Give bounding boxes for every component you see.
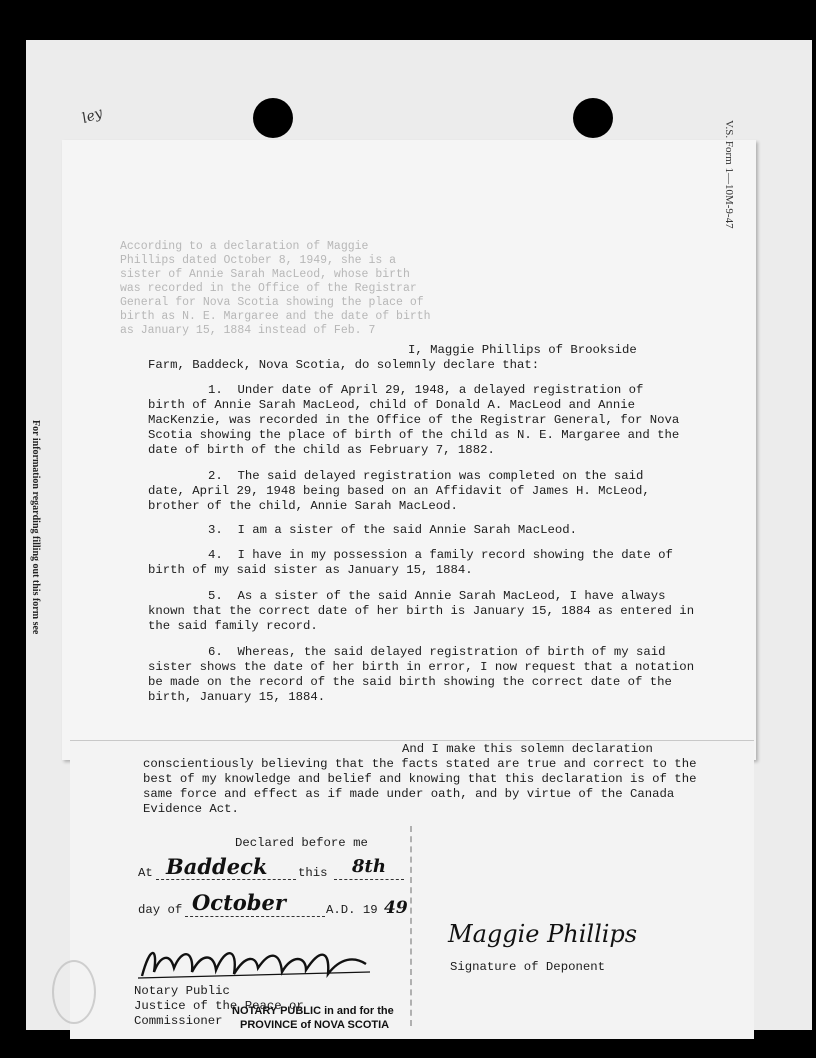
- month-line: [185, 916, 325, 917]
- paragraph-line: 6. Whereas, the said delayed registration of birth of my said: [208, 645, 666, 659]
- side-instruction-note: For information regarding filling out this form see: [30, 420, 41, 635]
- ad-label: A.D. 19: [326, 903, 378, 917]
- officer-title-line: Notary Public: [134, 984, 230, 998]
- place-line: [156, 879, 296, 880]
- officer-title-line: Justice of the Peace or: [134, 999, 304, 1013]
- closing-line: And I make this solemn declaration: [402, 742, 653, 756]
- closing-line: conscientiously believing that the facts stated are true and correct to the: [143, 757, 697, 771]
- paragraph-line: birth of my said sister as January 15, 1884.: [148, 563, 473, 577]
- paragraph-line: 4. I have in my possession a family record showing the date of: [208, 548, 673, 562]
- paragraph-line: 2. The said delayed registration was completed on the said: [208, 469, 644, 483]
- paragraph-line: birth of Annie Sarah MacLeod, child of Donald A. MacLeod and Annie: [148, 398, 636, 412]
- paragraph-line: brother of the child, Annie Sarah MacLeod.: [148, 499, 458, 513]
- closing-line: best of my knowledge and belief and knowing that this declaration is of the: [143, 772, 697, 786]
- declaration-intro-line2: Farm, Baddeck, Nova Scotia, do solemnly declare that:: [148, 358, 540, 372]
- paragraph-line: date of birth of the child as February 7, 1882.: [148, 443, 495, 457]
- place-handwritten: Baddeck: [166, 854, 268, 879]
- paragraph-3: 3. I am a sister of the said Annie Sarah MacLeod.: [208, 523, 577, 537]
- day-line: [334, 879, 404, 880]
- deponent-signature-label: Signature of Deponent: [450, 960, 605, 974]
- closing-line: Evidence Act.: [143, 802, 239, 816]
- margin-handwritten-mark: ley: [79, 104, 105, 128]
- paragraph-line: sister shows the date of her birth in error, I now request that a notation: [148, 660, 695, 674]
- punch-hole-right: [573, 98, 613, 138]
- paragraph-line: Scotia showing the place of birth of the child as N. E. Margaree and the: [148, 428, 680, 442]
- deponent-signature: Maggie Phillips: [448, 920, 638, 948]
- paragraph-line: 5. As a sister of the said Annie Sarah MacLeod, I have always: [208, 589, 666, 603]
- notary-stamp-line: PROVINCE of NOVA SCOTIA: [240, 1019, 390, 1031]
- form-number: V.S. Form 1—10M-9-47: [723, 120, 735, 229]
- paragraph-line: birth, January 15, 1884.: [148, 690, 326, 704]
- paragraph-line: MacKenzie, was recorded in the Office of the Registrar General, for Nova: [148, 413, 680, 427]
- embossed-seal: [52, 960, 96, 1024]
- day-handwritten: 8th: [352, 856, 386, 877]
- day-of-label: day of: [138, 903, 183, 917]
- paragraph-line: known that the correct date of her birth is January 15, 1884 as entered in: [148, 604, 695, 618]
- month-handwritten: October: [192, 890, 286, 915]
- bleed-through-text: According to a declaration of Maggie Phillips dated October 8, 1949, she is a sister of Annie Sarah MacLeod, whose birth was recorded in the Office of the Registrar General for Nova Scotia showing the place of birth as N. E. Margaree and the date of birth as January 15, 1884 instead of Feb. 7: [120, 240, 431, 337]
- declaration-intro-line1: I, Maggie Phillips of Brookside: [408, 343, 637, 357]
- paragraph-line: be made on the record of the said birth showing the correct date of the: [148, 675, 672, 689]
- paragraph-line: 1. Under date of April 29, 1948, a delayed registration of: [208, 383, 644, 397]
- punch-hole-left: [253, 98, 293, 138]
- perforation-line: [410, 826, 430, 1026]
- at-label: At: [138, 866, 153, 880]
- year-handwritten: 49: [384, 898, 408, 918]
- paragraph-line: date, April 29, 1948 being based on an Affidavit of James H. McLeod,: [148, 484, 650, 498]
- this-label: this: [298, 866, 328, 880]
- closing-line: same force and effect as if made under oath, and by virtue of the Canada: [143, 787, 675, 801]
- declared-before-label: Declared before me: [235, 836, 368, 850]
- paragraph-line: the said family record.: [148, 619, 318, 633]
- officer-title-line: Commissioner: [134, 1014, 223, 1028]
- notary-stamp-line: NOTARY PUBLIC in and for the: [232, 1005, 394, 1017]
- commissioner-signature-scrawl: [130, 938, 380, 988]
